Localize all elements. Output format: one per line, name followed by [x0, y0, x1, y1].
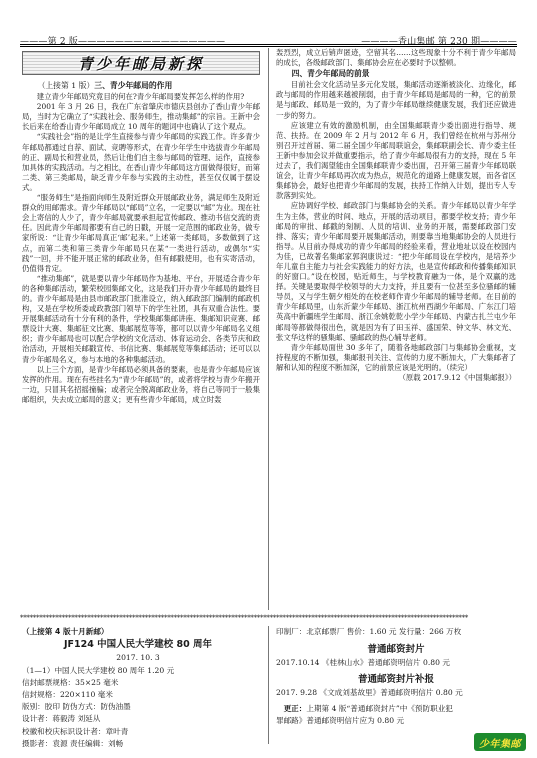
- correction-label: 更正：: [283, 704, 307, 714]
- section-heading-3: [22, 81, 260, 91]
- correction: [276, 703, 516, 715]
- correction-text-cont: 罪邮路》普通邮资明信片应为 0.80 元: [276, 716, 405, 726]
- issue-date: 2017. 10. 3: [116, 653, 160, 663]
- header-rule: [20, 44, 517, 45]
- correction-text: 上期第 4 版“普通邮资封片”中《预防职业犯: [306, 704, 453, 714]
- issue-detail: 设计者：蒋毅涛 刘延从: [22, 714, 101, 724]
- column-divider: [268, 48, 269, 610]
- section-heading-4: 四、青少年邮局的前景: [291, 69, 370, 79]
- postal-stationery: [276, 626, 516, 727]
- article-column-2: [276, 48, 516, 383]
- article-title-banner: [22, 51, 260, 75]
- issue-detail: 信封邮票规格：35×25 毫米: [22, 677, 119, 687]
- issue-detail: 信封规格：220×110 毫米: [22, 690, 113, 700]
- paragraph: 建立青少年邮局究竟目的何在?青少年邮局要发挥怎么样的作用?: [36, 92, 245, 102]
- article-column-1: [22, 80, 260, 405]
- page-header-left: ———第 2 版————————————————: [20, 37, 226, 47]
- continued-from: （上接第 1 版）: [37, 81, 95, 90]
- paragraph: 目前社会文化活动呈多元化发展，集邮活动逐渐被淡化、边缘化，邮政与邮局的作用越来越被削弱，由于青少年邮局是邮局的一种，它的前景是与邮政、邮局是一致的，为了青少年邮局继续健康发展，我们还应做进一步的努力。: [276, 80, 516, 120]
- page-header-right: ————香山集邮 第 230 期————: [361, 37, 517, 47]
- paragraph: 应该建立有效的激励机制，由全国集邮联青少委出面进行指导、规范、扶持。在 2009 年 2 月与 2012 年 6 月，我们曾经在杭州与苏州分别召开过首届、第二届全国少年邮局联谊会，集邮联副会长、青少委主任王新中参加会议并做重要指示，给了青少年邮局很有力的支持，现在 5 年过去了，我们渴望能由全国集邮联青少委出面，召开第三届青少年邮局联谊会，让青少年邮局再次成为热点，规范化的道路上健康发展，而各省区集邮协会，最好也把青少年邮局的发展，扶持工作纳入计划，提出专人专款落到实处。: [276, 120, 516, 201]
- issue-detail: 校徽和校庆标识设计者：章叶青: [22, 726, 129, 736]
- paragraph: 轰烈烈，成立后销声匿迹，空留其名……这些现象十分不利于青少年邮局的成长，各级邮政部门、集邮协会应在必要时予以整顿。: [276, 48, 516, 68]
- paragraph: “推动集邮”，就是要以青少年邮局作为基地、平台，开展适合青少年的各种集邮活动，繁荣校园集邮文化，这是我们开办青少年邮局的最终目的。青少年邮局是由县市邮政部门批准设立，纳入邮政部门编制的邮政机构，又是在学校所委或政教部门领导下的学生社团，具有双重合法性。要开展集邮活动有十分有利的条件，学校集邮集邮讲座、集邮知识竞赛、邮票设计大赛、集邮征文比赛、集邮展览等等，都可以以青少年邮局名义组织；青少年邮局也可以配合学校的文化活动、体育运动会、各类节庆和政治活动，开展相关邮戳宣传、书信比赛、集邮展览等集邮活动；还可以以青少年邮局名义，参与本地的各种集邮活动。: [22, 273, 260, 364]
- stationery-heading: 普通邮资封片: [367, 644, 425, 656]
- paragraph: “实践社会”指的是让学生直接参与青少年邮局的实践工作。许多青少年邮局都通过自荐、面试、竞聘等形式，在青少年学生中选拔青少年邮局的正、副局长和营业员，然后让他们自主参与邮局的管理、运作，直接参加具体的实践活动。与之相比，在香山青少年邮局这方面做得很好，而第二类、第三类邮局，缺乏青少年参与实践的主动性，甚至仅仅属于摆设式。: [22, 132, 260, 192]
- paragraph: 应协调好学校、邮政部门与集邮协会的关系。青少年邮局以青少年学生为主体，营业的时间、地点，开展的活动项目，都要学校支持；青少年邮局的审批、邮戳的刻制、人员的培训、业务的开展，需要邮政部门安排、落实；青少年邮局要开展集邮活动，则要靠当地集邮协会的人员进行指导。从目前办得成功的青少年邮局的经验来看，营业地址以设在校园内为佳，已故著名集邮家郭润康说过：“把少年邮局设在学校内，是培养少年儿童自主能力与社会实践能力的好方法，也是宣传邮政和传播集邮知识的好窗口。”设在校园，贴近师生，与学校教育融为一体，是个双赢的选择。关键是要取得学校领导的大力支持，并且要有一位甚至多位骚邮的辅导员，又与学生朝夕相处的在校老师作青少年邮局的辅导老师。在目前的青少年邮局里，山东沂蒙少年邮局、浙江杭州西湖少年邮局、广东江门培英高中新疆班学生邮局、浙江余姚乾乾小学少年邮局、内蒙古扎兰屯少年邮局等都做得很出色，就是因为有了田玉祥、盛国荣、钟文华、林文光、张文华这样的骚集邮、骚邮政的热心辅导老师。: [276, 201, 516, 342]
- article-title: 青少年邮局新探: [77, 54, 204, 73]
- issue-title: JF124 中国人民大学建校 80 周年: [64, 639, 212, 651]
- new-stamp-issue: [22, 626, 254, 750]
- paragraph: 以上三个方面，是青少年邮局必须具备的要素，也是青少年邮局应该发挥的作用。现在有些挂名为“青少年邮局”的，或者将学校与青少年搬开一边，只冒其名招摇撞骗；或者完全脱离邮政业务，将自己等同于一般集邮组织，失去成立邮局的意义；更有些青少年邮局，成立时轰: [22, 364, 260, 404]
- stationery-item: 2017. 9.28 《文成刘基故里》普通邮资明信片 0.80 元: [276, 687, 463, 697]
- issue-detail: （1—1）中国人民大学建校 80 周年 1.20 元: [22, 665, 175, 675]
- issue-detail: 摄影者：袁源 责任编辑：刘畅: [22, 738, 124, 748]
- continued-from-page-4: （上接第 4 版十月新邮）: [22, 627, 109, 636]
- header-rule-thin: [20, 46, 517, 47]
- paragraph: 2001 年 3 月 26 日，我在广东省肇庆市德庆县创办了香山青少年邮局，当时为它确立了“实践社会、服务师生，推动集邮”的宗旨。王新中会长后来在给香山青少年邮局成立 10 周年的题词中也确认了这个观点。: [22, 102, 260, 132]
- issue-detail: 版别：胶印 防伪方式：防伪油墨: [22, 702, 131, 712]
- stationery-supplement-heading: 普通邮资封片补报: [357, 673, 434, 685]
- section-heading-3-text: 三、青少年邮局的作用: [94, 81, 173, 90]
- star-separator: ********************************************************************************************************************************************: [20, 614, 469, 622]
- bottom-column-divider: [268, 626, 269, 744]
- stationery-item: 2017.10.14 《桂林山水》普通邮资明信片 0.80 元: [276, 658, 450, 668]
- printer-info: 印制厂：北京邮票厂 售价：1.60 元 发行量：266 万枚: [276, 627, 462, 636]
- source-note: （原载 2017.9.12《中国集邮报》）: [398, 373, 516, 382]
- paragraph: 青少年邮局面世 30 多年了，随着各地邮政部门与集邮协会重视，支持程度的不断加强，集邮报刊关注、宣传的力度不断加大，广大集邮者了解和认知的程度不断加深，它的前景应该是光明的。（续完）: [276, 342, 516, 372]
- youth-philately-logo: 少年集邮: [474, 733, 526, 751]
- paragraph: “服务师生”是指面向师生及附近群众开展邮政业务，满足师生及附近群众的用邮需求。青少年邮局以“邮局”立名，一定要以“邮”为业。现在社会上寄信的人少了，青少年邮局就要承担起宣传邮政、推动书信交流的责任。因此青少年邮局都要有自己的日戳，开展一定范围的邮政业务，做专家所说：“让青少年邮局真正‘邮’起来。”上述第一类邮局，多数做到了这点，而第二类和第三类青少年邮局只在某“一类进行活动，或偶尔“实践”一回，并不能开展正常的邮政业务，但有邮戳使用，也有实寄活动，仍值得肯定。: [22, 193, 260, 273]
